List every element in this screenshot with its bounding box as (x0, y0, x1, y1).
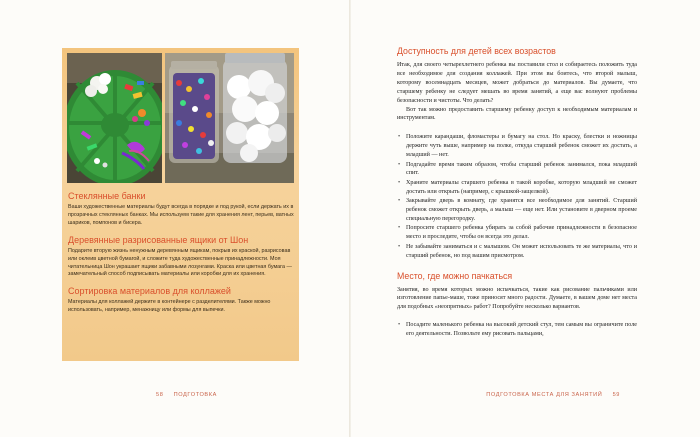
heading-messy-place: Место, где можно пачкаться (397, 270, 513, 281)
photo-glass-jars (165, 53, 294, 183)
folio-left (156, 392, 217, 398)
list-item: • Попросите старшего ребенка убирать за собой рабочие принадлежности в безопасное место и проследите, чтобы он всегда это делал. (397, 224, 637, 242)
paragraph-access: Вот так можно предоставить старшему ребенку доступ к необходимым материалам и инструментам. (397, 106, 637, 122)
section-heading-collage-sorting: Сортировка материалов для коллажей (68, 286, 231, 297)
sidebar-content (68, 191, 296, 315)
tips-list (397, 133, 637, 260)
heading-accessibility: Доступность для детей всех возрастов (397, 46, 556, 56)
right-page (351, 0, 700, 437)
right-page-content (397, 46, 637, 340)
section-text-wooden-boxes: Подарите вторую жизнь ненужным деревянным ящикам, покрыв их краской, разрисовав или оклеив цветной бумагой, и сложите туда художественные принадлежности. Моя читательница Шон украшает ящики забавными лозунгами. Краска или цветная бумага — замечательный способ подписывать материалы или коробки для их хранения. (68, 247, 292, 278)
page-number-right: 59 (612, 392, 620, 398)
list-item: • Не забывайте заниматься и с малышом. Он может использовать те же материалы, что и старший ребенок, но под вашим присмотром. (397, 243, 637, 261)
list-item: • Закрывайте дверь в комнату, где хранятся все необходимое для занятий. Старший ребенок сможет открыть дверь, а малыш — еще нет. Или установите в дверном проеме специальную перегородку. (397, 197, 637, 224)
messy-tips-list (397, 321, 637, 339)
list-item: • Храните материалы старшего ребенка в такой коробке, которую младший не сможет достать или открыть (например, с крышкой-защелкой). (397, 179, 637, 197)
list-item: • Посадите маленького ребенка на высокий детский стул, тем самым вы ограничите поле его деятельности. Позвольте ему рисовать пальцами, (397, 321, 637, 339)
folio-right (486, 392, 620, 398)
section-text-collage-sorting: Материалы для коллажей держите в контейнере с разделителями. Также можно использовать, например, менажницу или формы для выпечки. (68, 299, 271, 314)
sidebar-box (62, 48, 299, 361)
photo-craft-tray (67, 53, 162, 183)
list-item: • Подгадайте время таким образом, чтобы старший ребенок занимался, пока младший спит. (397, 161, 637, 179)
glass-jars-illustration (165, 53, 294, 183)
craft-tray-illustration (67, 53, 162, 183)
paragraph-messy: Занятия, во время которых можно испачкаться, такие как рисование пальчиками или изготовление папье-маше, тоже приносят много радости. Думаете, в вашем доме нет места для подобных «неопрятных» работ? Попробуйте несколько вариантов. (397, 286, 637, 311)
section-text-glass-jars: Ваши художественные материалы будут всегда в порядке и под рукой, если держать их в прозрачных стеклянных банках. Мы используем такие для хранения лент, перьев, ватных шариков, помпонов и бисера. (68, 204, 294, 226)
photo-strip (67, 53, 294, 183)
section-heading-wooden-boxes: Деревянные разрисованные ящики от Шон (68, 234, 249, 245)
section-heading-glass-jars: Стеклянные банки (68, 191, 146, 201)
running-title-right: ПОДГОТОВКА МЕСТА ДЛЯ ЗАНЯТИЙ (486, 392, 603, 398)
list-item: • Положите карандаши, фломастеры и бумагу на стол. Но краску, блестки и ножницы держите чуть выше, например на полке, откуда старший ребенок сможет их достать, а младший — нет. (397, 133, 637, 160)
page-number-left: 58 (156, 392, 164, 398)
running-title-left: ПОДГОТОВКА (173, 392, 217, 398)
paragraph-intro: Итак, для своего четырехлетнего ребенка вы поставили стол и собираетесь положить туда все необходимое для создания коллажей. При этом вы боитесь, что второй малыш, которому восемнадцать месяцев, может добраться до материалов. Вы думаете, что старшему ребенку не следует мешать во время занятий, а еще вас волнуют проблемы безопасности и чистоты. Что делать? (397, 62, 637, 104)
